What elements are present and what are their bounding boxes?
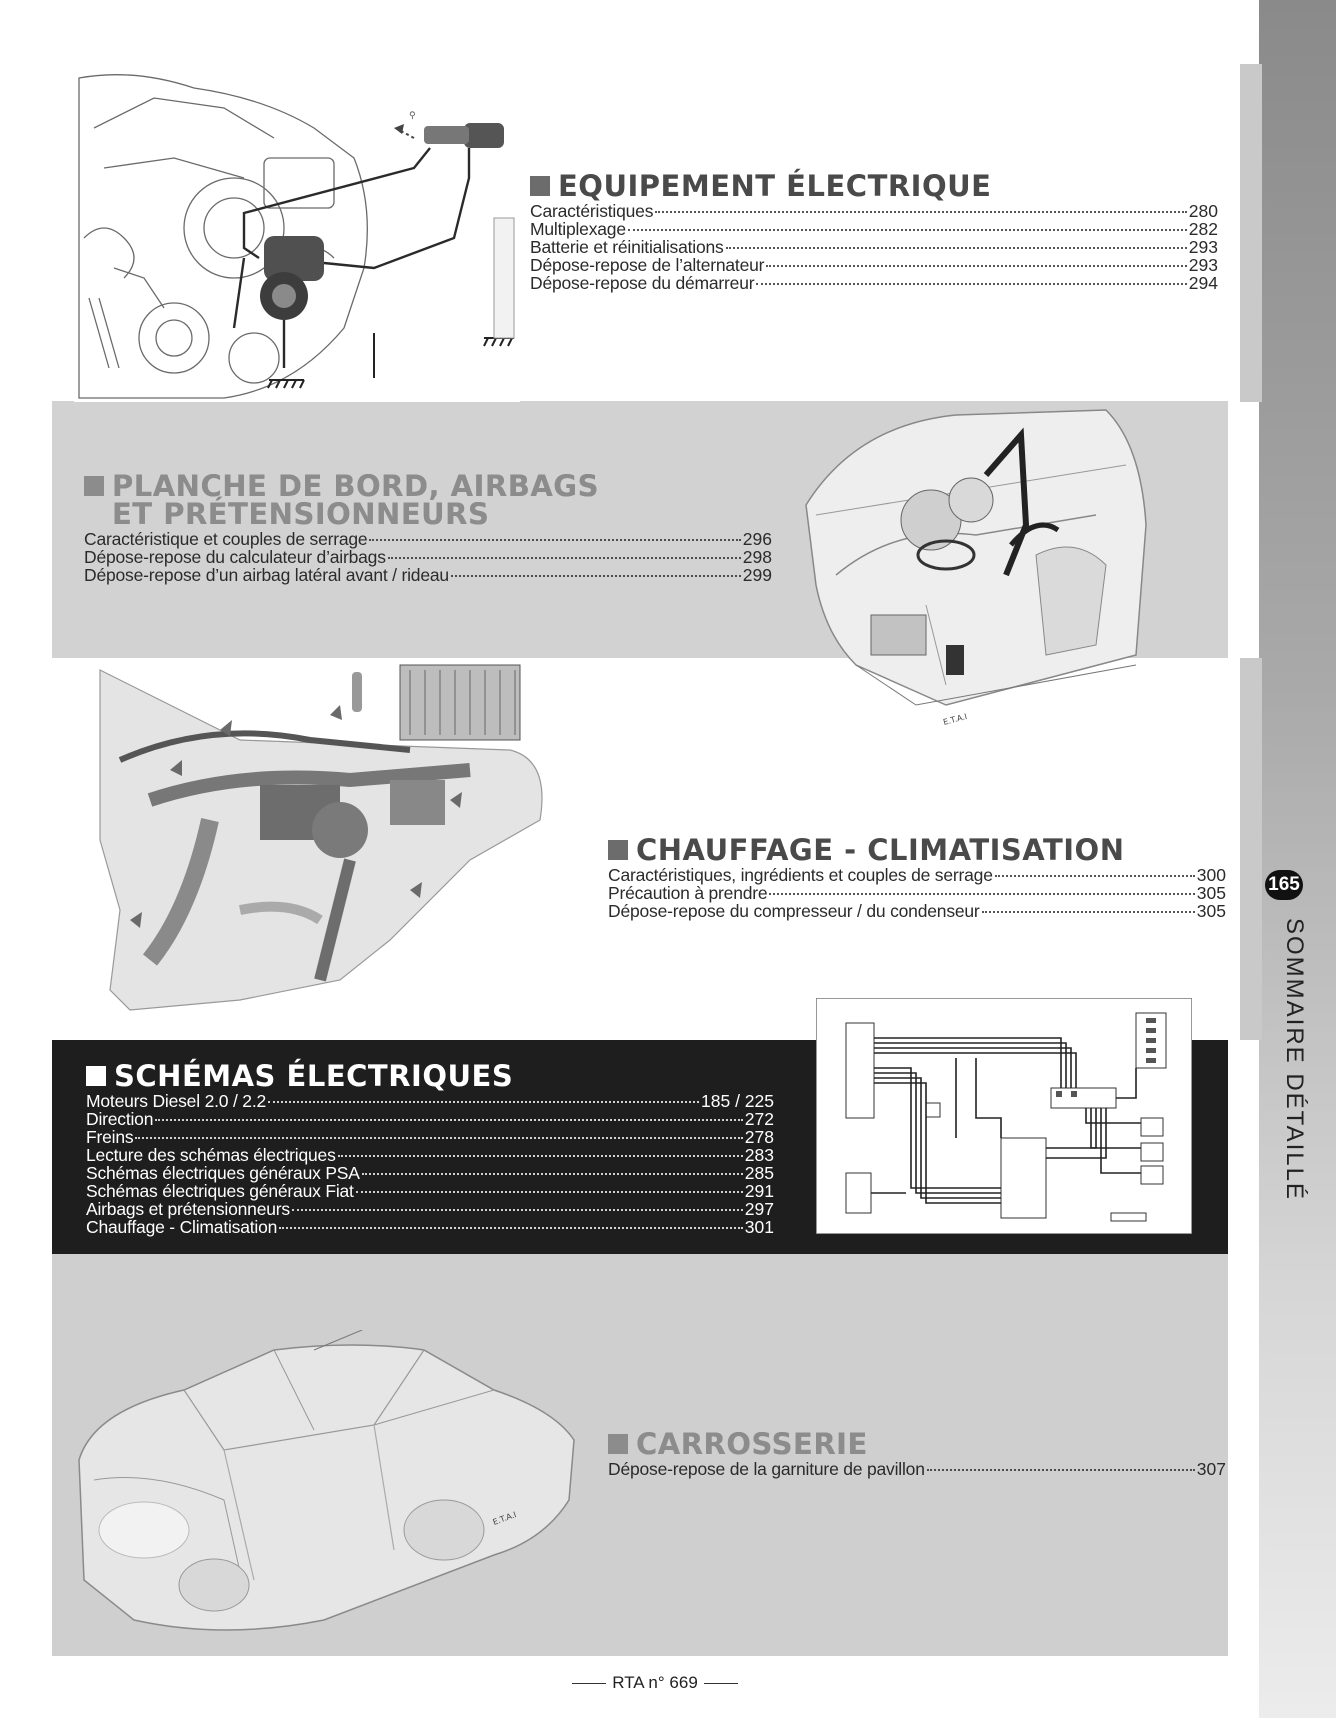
bullet-square-icon [86, 1066, 106, 1086]
toc-entry[interactable]: Dépose-repose du calculateur d’airbags 298 [84, 547, 772, 567]
wiring-diagram-illustration [816, 998, 1192, 1234]
bullet-square-icon [608, 1434, 628, 1454]
section-title-line1: PLANCHE DE BORD, AIRBAGS [112, 469, 599, 503]
toc-list [608, 1460, 1226, 1478]
side-gradient-strip [1259, 0, 1336, 1718]
side-title: SOMMAIRE DÉTAILLÉ [1281, 918, 1308, 1201]
toc-entry[interactable]: Caractéristique et couples de serrage 296 [84, 529, 772, 549]
toc-entry[interactable]: Dépose-repose de la garniture de pavillon 307 [608, 1459, 1226, 1479]
section-schemas [86, 1059, 774, 1237]
toc-entry[interactable]: Dépose-repose d’un airbag latéral avant / rideau 299 [84, 565, 772, 585]
toc-entry[interactable]: Caractéristiques, ingrédients et couples de serrage 300 [608, 865, 1226, 885]
section-title-text: EQUIPEMENT ÉLECTRIQUE [558, 169, 992, 203]
section-title [608, 1427, 1226, 1461]
toc-entry[interactable]: Chauffage - Climatisation 301 [86, 1217, 774, 1237]
page-number-badge: 165 [1265, 870, 1303, 900]
bullet-square-icon [608, 840, 628, 860]
engine-electrical-illustration [74, 68, 520, 402]
footer-rule [704, 1683, 738, 1684]
toc-entry[interactable]: Direction 272 [86, 1109, 774, 1129]
section-title-text: CARROSSERIE [636, 1427, 868, 1461]
hvac-dashboard-illustration [90, 660, 550, 1020]
section-title-line2: ET PRÉTENSIONNEURS [112, 497, 490, 531]
toc-entry[interactable]: Lecture des schémas électriques 283 [86, 1145, 774, 1165]
toc-entry[interactable]: Schémas électriques généraux PSA 285 [86, 1163, 774, 1183]
footer-text: RTA n° 669 [612, 1673, 698, 1692]
section-planche [84, 469, 772, 585]
illustration-credit: E.T.A.I [942, 711, 969, 727]
footer [570, 1673, 740, 1693]
toc-entry[interactable]: Multiplexage 282 [530, 219, 1218, 239]
toc-entry[interactable]: Précaution à prendre 305 [608, 883, 1226, 903]
section-title [530, 169, 1218, 203]
toc-entry[interactable]: Dépose-repose du compresseur / du condenseur 305 [608, 901, 1226, 921]
toc-list [608, 866, 1226, 920]
toc-entry[interactable]: Schémas électriques généraux Fiat 291 [86, 1181, 774, 1201]
toc-list [84, 530, 772, 584]
toc-entry[interactable]: Caractéristiques 280 [530, 201, 1218, 221]
footer-rule [572, 1683, 606, 1684]
toc-entry[interactable]: Dépose-repose de l’alternateur 293 [530, 255, 1218, 275]
section-title-text: SCHÉMAS ÉLECTRIQUES [114, 1059, 514, 1093]
toc-entry[interactable]: Batterie et réinitialisations 293 [530, 237, 1218, 257]
bullet-square-icon [84, 476, 104, 496]
side-tab-upper [1240, 64, 1262, 402]
bullet-square-icon [530, 176, 550, 196]
section-carrosserie [608, 1427, 1226, 1479]
section-equipement [530, 169, 1218, 293]
side-tab-lower [1240, 658, 1262, 1040]
toc-entry[interactable]: Dépose-repose du démarreur 294 [530, 273, 1218, 293]
section-title [86, 1059, 774, 1093]
section-title [84, 469, 772, 531]
toc-entry[interactable]: Freins 278 [86, 1127, 774, 1147]
toc-list [530, 202, 1218, 292]
svg-text:⚲: ⚲ [409, 111, 416, 121]
illustration-credit: E.T.A.I [491, 1510, 518, 1527]
section-title-text: CHAUFFAGE - CLIMATISATION [636, 833, 1125, 867]
airbag-interior-illustration [796, 405, 1156, 735]
toc-entry[interactable]: Airbags et prétensionneurs 297 [86, 1199, 774, 1219]
toc-list [86, 1092, 774, 1236]
section-chauffage [608, 833, 1226, 921]
section-title [608, 833, 1226, 867]
car-body-illustration [74, 1330, 584, 1640]
toc-entry[interactable]: Moteurs Diesel 2.0 / 2.2 185 / 225 [86, 1091, 774, 1111]
